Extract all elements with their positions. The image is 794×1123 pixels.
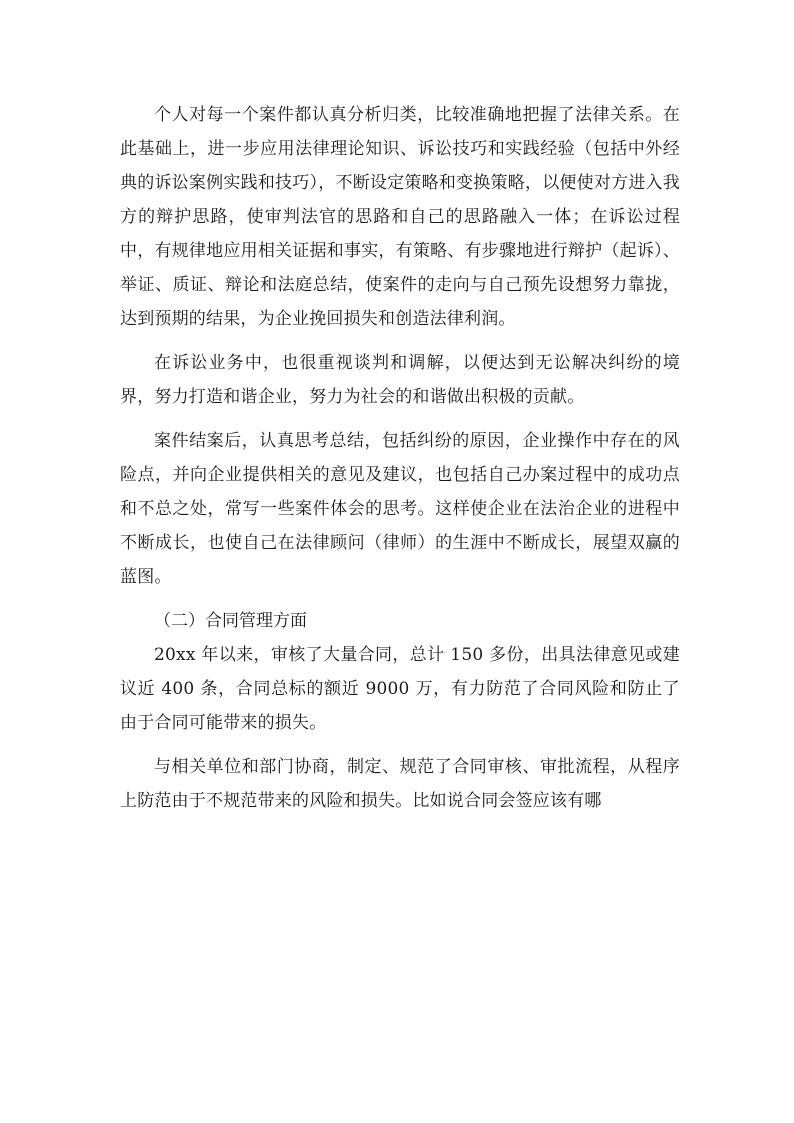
section-heading-contract-management: （二）合同管理方面 (154, 611, 307, 631)
paragraph-mediation: 在诉讼业务中，也很重视谈判和调解，以便达到无讼解决纠纷的境界，努力打造和谐企业，努力为社会的和谐做出积极的贡献。 (120, 353, 680, 407)
document-body (120, 98, 680, 818)
paragraph-case-analysis: 个人对每一个案件都认真分析归类，比较准确地把握了法律关系。在此基础上，进一步应用法律理论知识、诉讼技巧和实践经验（包括中外经典的诉讼案例实践和技巧），不断设定策略和变换策略，以便使对方进入我方的辩护思路，使审判法官的思路和自己的思路融入一体；在诉讼过程中，有规律地应用相关证据和事实，有策略、有步骤地进行辩护（起诉）、举证、质证、辩论和法庭总结，使案件的走向与自己预先设想努力靠拢，达到预期的结果，为企业挽回损失和创造法律利润。 (120, 105, 680, 329)
paragraph-contract-process: 与相关单位和部门协商，制定、规范了合同审核、审批流程，从程序上防范由于不规范带来的风险和损失。比如说合同会签应该有哪 (120, 757, 680, 811)
paragraph-case-summary: 案件结案后，认真思考总结，包括纠纷的原因，企业操作中存在的风险点，并向企业提供相关的意见及建议，也包括自己办案过程中的成功点和不总之处，常写一些案件体会的思考。这样使企业在法治企业的进程中不断成长，也使自己在法律顾问（律师）的生涯中不断成长，展望双赢的蓝图。 (120, 431, 680, 587)
paragraph-contract-review: 20xx 年以来，审核了大量合同，总计 150 多份，出具法律意见或建议近 400 条，合同总标的额近 9000 万，有力防范了合同风险和防止了由于合同可能带来的损失。 (120, 645, 680, 733)
